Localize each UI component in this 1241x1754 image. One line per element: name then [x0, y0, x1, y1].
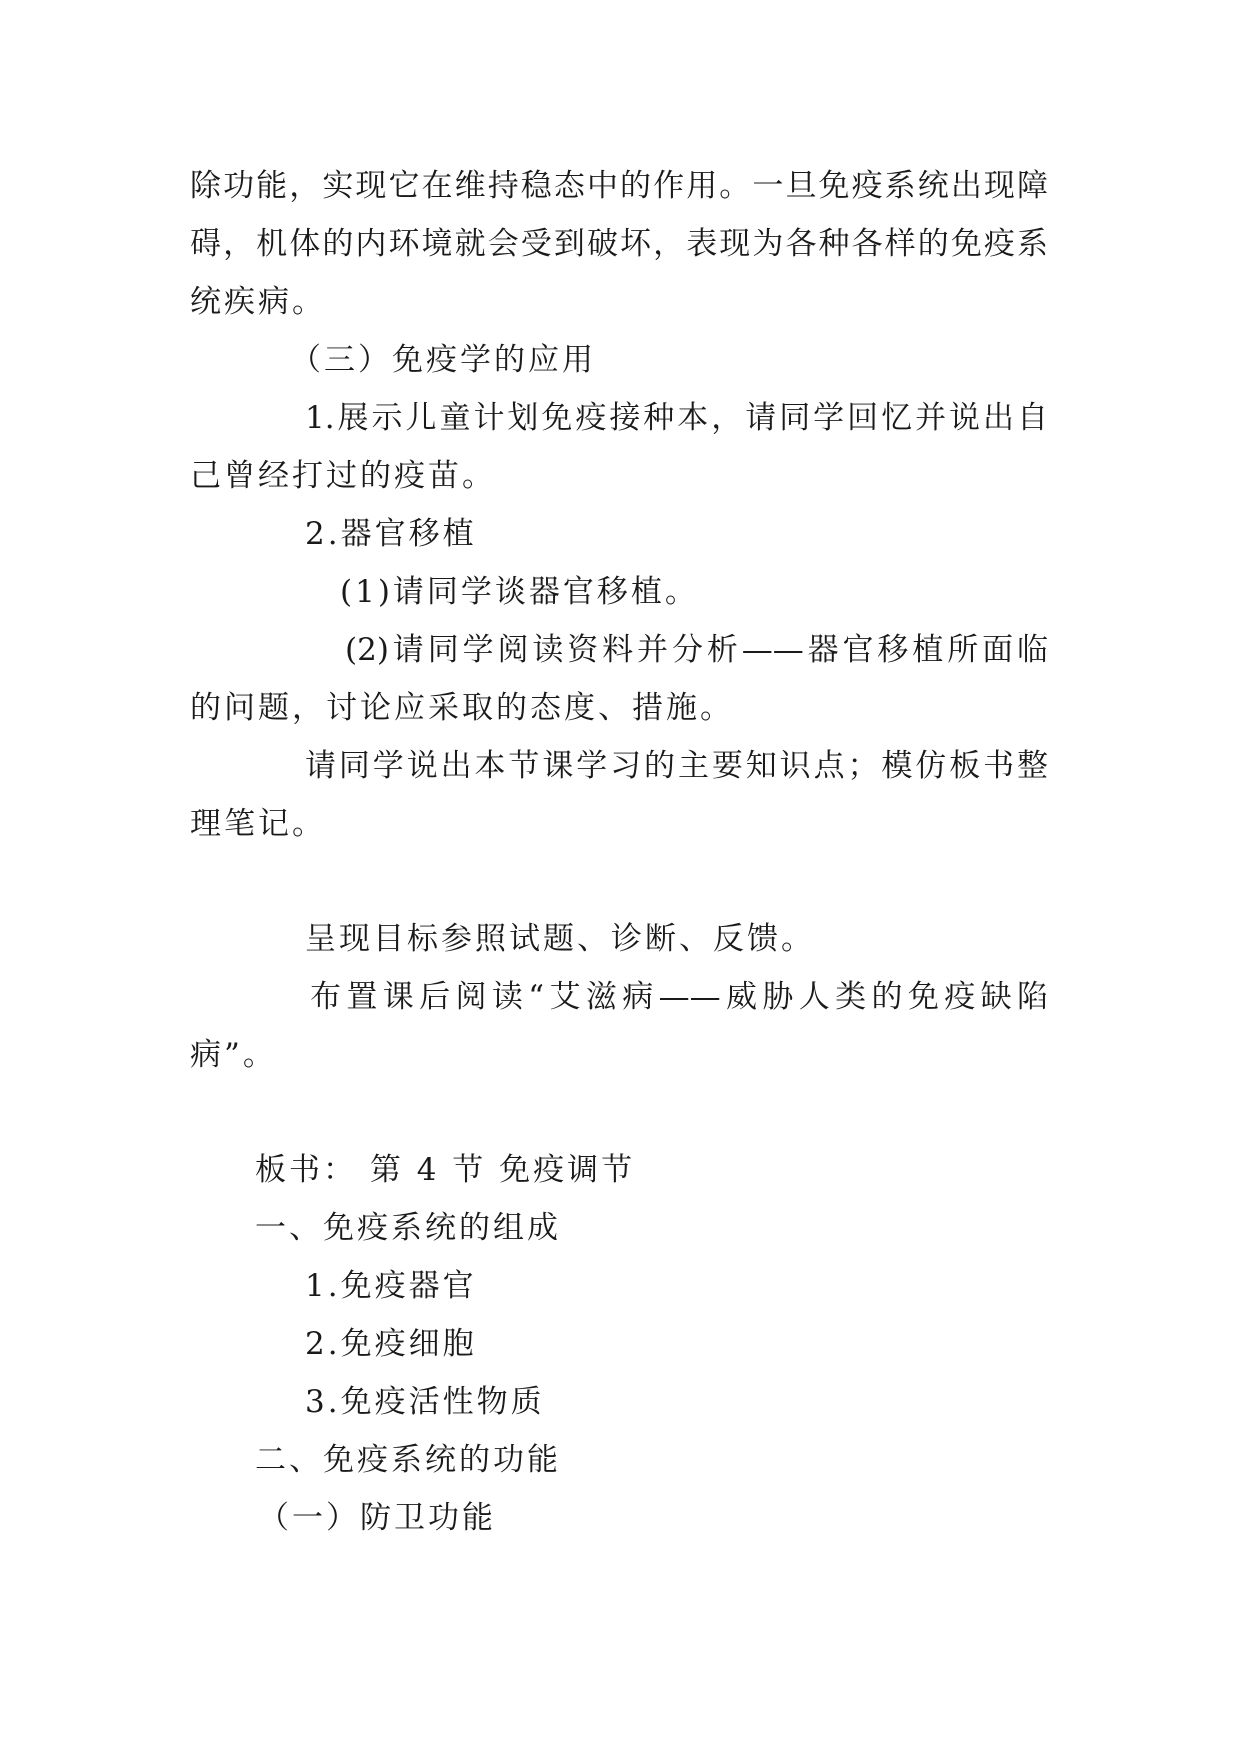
- sub-item-line: 的问题，讨论应采取的态度、措施。: [190, 690, 734, 726]
- board-heading: 一、免疫系统的组成: [255, 1210, 561, 1246]
- sub-item-line: (1)请同学谈器官移植。: [340, 574, 699, 610]
- board-heading: 二、免疫系统的功能: [255, 1442, 561, 1478]
- list-item-heading: 2.器官移植: [305, 516, 477, 552]
- sub-item-line: (2)请同学阅读资料并分析——器官移植所面临: [345, 632, 1048, 668]
- list-item-line: 1.展示儿童计划免疫接种本，请同学回忆并说出自: [305, 400, 1048, 436]
- board-sub-heading: （一）防卫功能: [258, 1500, 496, 1536]
- summary-line: 请同学说出本节课学习的主要知识点；模仿板书整: [305, 748, 1048, 784]
- summary-line: 理笔记。: [190, 806, 326, 842]
- section-heading: （三）免疫学的应用: [290, 342, 596, 378]
- board-list-item: 3.免疫活性物质: [305, 1384, 545, 1420]
- list-item-line: 己曾经打过的疫苗。: [190, 458, 496, 494]
- paragraph-line: 统疾病。: [190, 284, 326, 320]
- board-list-item: 1.免疫器官: [305, 1268, 477, 1304]
- homework-line: 病”。: [190, 1037, 277, 1073]
- paragraph-line: 除功能，实现它在维持稳态中的作用。一旦免疫系统出现障: [190, 168, 1048, 204]
- assessment-line: 呈现目标参照试题、诊断、反馈。: [305, 921, 815, 957]
- board-list-item: 2.免疫细胞: [305, 1326, 477, 1362]
- paragraph-line: 碍，机体的内环境就会受到破坏，表现为各种各样的免疫系: [190, 226, 1048, 262]
- homework-line: 布置课后阅读“艾滋病——威胁人类的免疫缺陷: [310, 979, 1048, 1015]
- board-title: 板书： 第 4 节 免疫调节: [255, 1152, 636, 1188]
